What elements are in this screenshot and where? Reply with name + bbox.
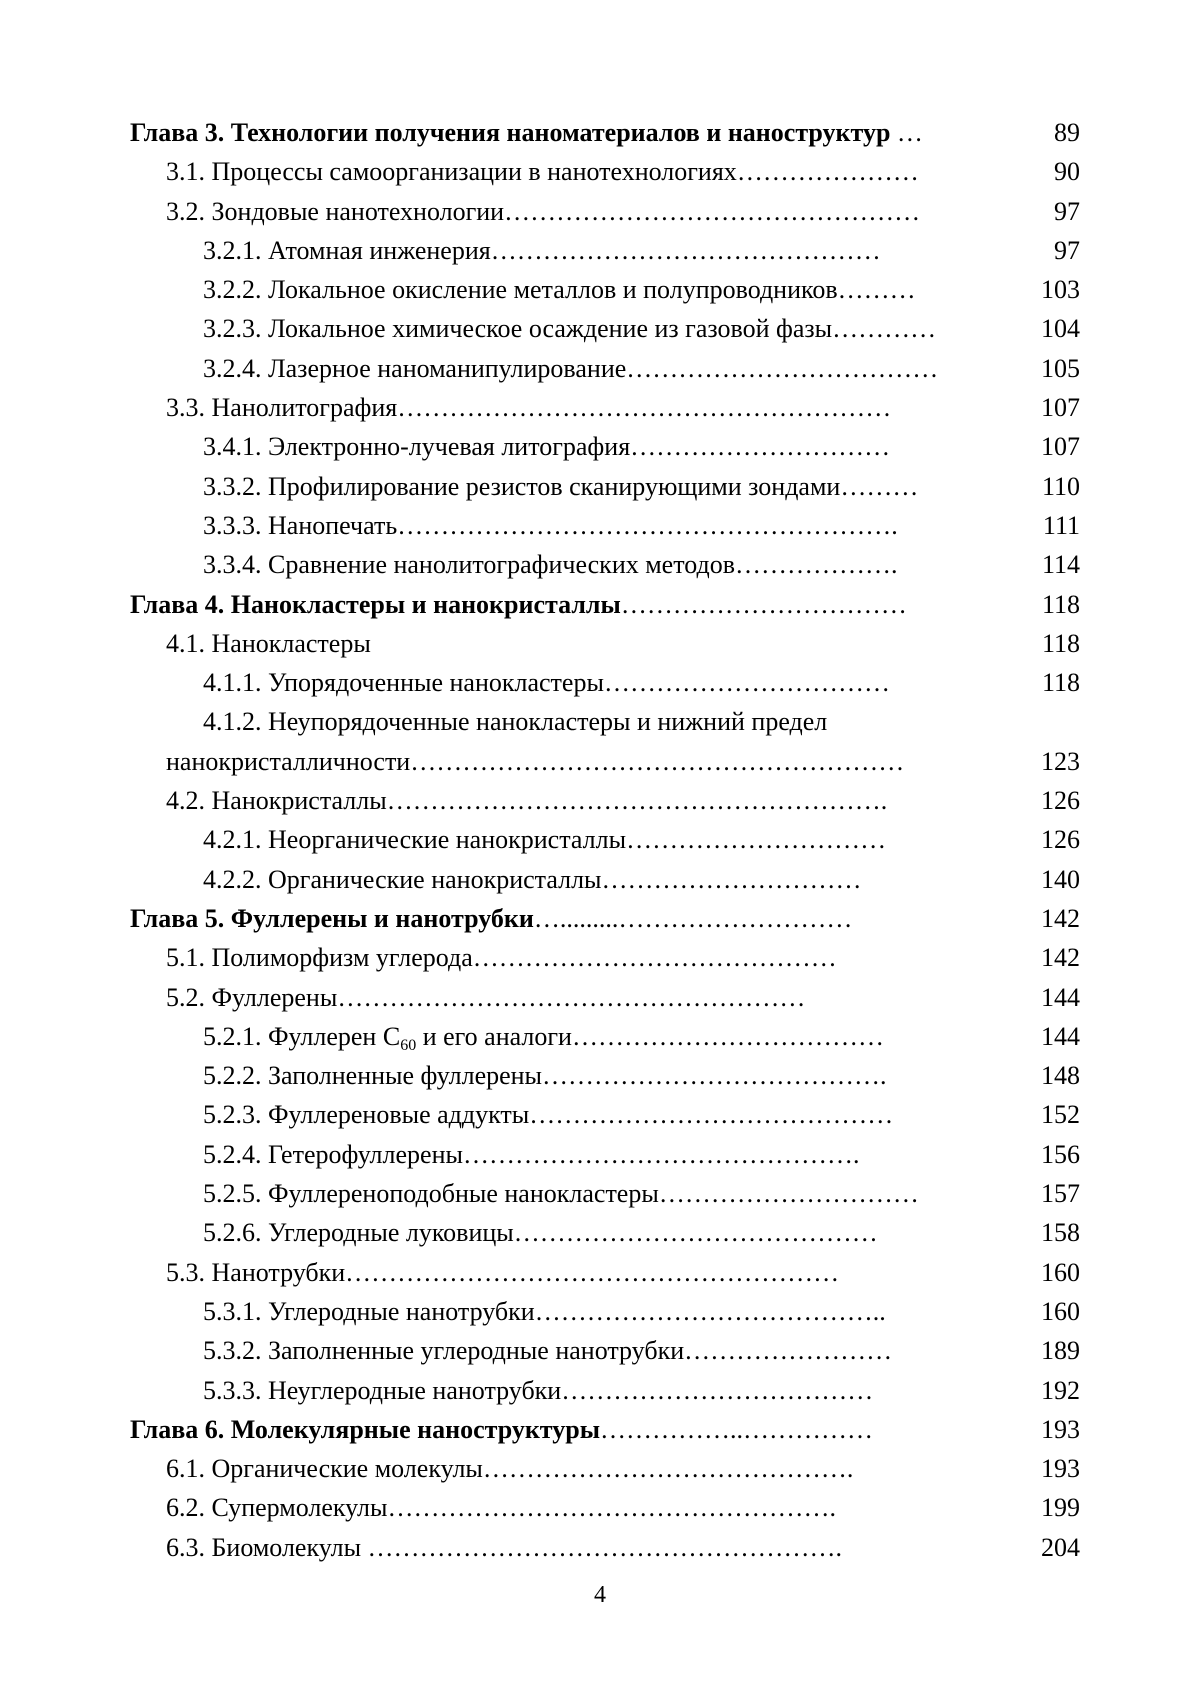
- toc-entry-title: 5.3.3. Неуглеродные нанотрубки: [203, 1375, 562, 1405]
- toc-entry-title: Глава 6. Молекулярные наноструктуры: [130, 1414, 600, 1444]
- toc-entry[interactable]: [130, 820, 1080, 859]
- toc-dot-leader: ……………………………………: [513, 1218, 878, 1248]
- toc-page-number: 118: [1041, 668, 1080, 698]
- toc-page-number: 114: [1041, 550, 1080, 580]
- toc-dot-leader: …………………………………………….: [387, 1493, 836, 1523]
- toc-chapter-entry[interactable]: [130, 585, 1080, 624]
- toc-entry-text: [203, 427, 1010, 466]
- toc-dot-leader: ………………………………………: [490, 235, 881, 265]
- toc-entry-text: [203, 1331, 1010, 1370]
- toc-entry-title: 5.1. Полиморфизм углерода: [166, 943, 473, 973]
- toc-dot-leader: ……………………………………: [529, 1100, 894, 1130]
- toc-page-number: 160: [1041, 1257, 1080, 1287]
- toc-entry[interactable]: [130, 152, 1080, 191]
- toc-entry[interactable]: [130, 270, 1080, 309]
- toc-entry-text: [166, 1488, 1010, 1527]
- toc-entry-text: [203, 1056, 1010, 1095]
- toc-dot-leader: …………………………………..: [534, 1296, 886, 1326]
- toc-page-number: 156: [1041, 1139, 1080, 1169]
- toc-entry[interactable]: [130, 742, 1080, 781]
- toc-entry-title: 5.3. Нанотрубки: [166, 1257, 346, 1287]
- toc-entry-text: [203, 231, 1010, 270]
- toc-entry-title: 6.2. Супермолекулы: [166, 1493, 388, 1523]
- toc-page-number: 90: [1054, 157, 1080, 187]
- toc-entry[interactable]: [130, 192, 1080, 231]
- toc-dot-leader: ……………………………: [603, 668, 890, 698]
- page-number: 4: [594, 1582, 606, 1608]
- toc-dot-leader: …………………………: [626, 825, 887, 855]
- toc-entry[interactable]: [130, 467, 1080, 506]
- toc-page-number: 192: [1041, 1375, 1080, 1405]
- toc-entry[interactable]: [130, 1528, 1080, 1567]
- toc-entry-text: [203, 349, 1010, 388]
- toc-entry[interactable]: [130, 978, 1080, 1017]
- toc-dot-leader: …………………………………………………: [345, 1257, 840, 1287]
- toc-dot-leader: ………………………………: [626, 353, 939, 383]
- toc-page-number: 199: [1041, 1493, 1080, 1523]
- toc-entry[interactable]: [130, 938, 1080, 977]
- toc-page-number: 104: [1041, 314, 1080, 344]
- toc-page-number: 193: [1041, 1414, 1080, 1444]
- toc-entry-text: [166, 978, 1010, 1017]
- toc-entry-title: 5.2.3. Фуллереновые аддукты: [203, 1100, 530, 1130]
- toc-entry-title: 5.3.1. Углеродные нанотрубки: [203, 1296, 535, 1326]
- toc-entry-title: 3.2.1. Атомная инженерия: [203, 235, 491, 265]
- toc-dot-leader: ……………….: [735, 550, 898, 580]
- toc-entry[interactable]: [130, 545, 1080, 584]
- toc-entry-title: 4.2.2. Органические нанокристаллы: [203, 864, 602, 894]
- toc-page-number: 110: [1041, 471, 1080, 501]
- toc-entry-title: 5.2.5. Фуллереноподобные нанокластеры: [203, 1179, 659, 1209]
- toc-page-number: 105: [1041, 353, 1080, 383]
- toc-entry-title: 6.1. Органические молекулы: [166, 1454, 483, 1484]
- toc-entry[interactable]: [130, 1056, 1080, 1095]
- toc-chapter-entry[interactable]: [130, 1410, 1080, 1449]
- toc-entry[interactable]: [130, 1095, 1080, 1134]
- toc-chapter-entry[interactable]: [130, 899, 1080, 938]
- toc-page-number: 89: [1054, 118, 1080, 147]
- toc-entry[interactable]: [130, 1213, 1080, 1252]
- toc-entry-title: 5.2.2. Заполненные фуллерены: [203, 1061, 543, 1091]
- toc-entry[interactable]: [130, 702, 1080, 741]
- toc-dot-leader: …………………………………….: [482, 1454, 854, 1484]
- toc-dot-leader: …………………………………………: [504, 196, 921, 226]
- toc-entry[interactable]: [130, 860, 1080, 899]
- toc-page-number: 97: [1054, 196, 1080, 226]
- toc-entry-title: 4.1. Нанокластеры: [166, 628, 371, 658]
- toc-page-number: 142: [1041, 943, 1080, 973]
- toc-entry-text: [203, 1174, 1010, 1213]
- toc-page-number: 103: [1041, 275, 1080, 305]
- toc-page-number: 152: [1041, 1100, 1080, 1130]
- toc-entry-title: нанокристалличности: [166, 746, 411, 776]
- toc-entry-title: 5.2.1. Фуллерен C: [203, 1021, 401, 1051]
- toc-entry-text: [203, 467, 1010, 506]
- toc-entry-title: 3.3. Нанолитография: [166, 393, 398, 423]
- toc-dot-leader: …………………………: [630, 432, 891, 462]
- toc-page-number: 189: [1041, 1336, 1080, 1366]
- toc-dot-leader: ………………………………: [571, 1021, 884, 1051]
- toc-entry[interactable]: [130, 1253, 1080, 1292]
- toc-entry-text: [203, 1292, 1010, 1331]
- toc-entry-text: [166, 781, 1010, 820]
- toc-entry-title: 4.1.1. Упорядоченные нанокластеры: [203, 668, 604, 698]
- toc-entry-title: Глава 5. Фуллерены и нанотрубки: [130, 903, 534, 933]
- toc-entry-text: [166, 1449, 1010, 1488]
- toc-entry-text: [130, 113, 1010, 152]
- toc-page-number: 158: [1041, 1218, 1080, 1248]
- toc-chapter-entry[interactable]: [130, 113, 1080, 152]
- toc-dot-leader: ………………………………….: [542, 1061, 887, 1091]
- table-of-contents: [130, 113, 1080, 1567]
- toc-entry-title: 5.2.6. Углеродные луковицы: [203, 1218, 514, 1248]
- toc-entry[interactable]: [130, 231, 1080, 270]
- toc-entry[interactable]: [130, 388, 1080, 427]
- toc-entry-title: 6.3. Биомолекулы: [166, 1532, 362, 1562]
- toc-page-number: 118: [1041, 628, 1080, 658]
- toc-entry-text: [203, 1017, 1010, 1056]
- toc-entry-title: 3.3.4. Сравнение нанолитографических методов: [203, 550, 735, 580]
- toc-page-number: 140: [1041, 864, 1080, 894]
- toc-page-number: 107: [1041, 432, 1080, 462]
- toc-entry-text: [166, 388, 1010, 427]
- toc-page-number: 144: [1041, 1021, 1080, 1051]
- toc-entry[interactable]: [130, 1292, 1080, 1331]
- toc-entry-title: 3.2.4. Лазерное наноманипулирование: [203, 353, 627, 383]
- toc-dot-leader: …………………………: [601, 864, 862, 894]
- toc-entry[interactable]: [130, 349, 1080, 388]
- toc-page-number: 148: [1041, 1061, 1080, 1091]
- toc-page-number: 193: [1041, 1454, 1080, 1484]
- toc-dot-leader: ….........………………………: [533, 903, 853, 933]
- toc-page-number: 97: [1054, 235, 1080, 265]
- toc-entry[interactable]: [130, 1135, 1080, 1174]
- toc-entry-text: [203, 545, 1010, 584]
- toc-entry-text: [166, 742, 1010, 781]
- toc-dot-leader: ……………………: [684, 1336, 893, 1366]
- toc-entry[interactable]: [130, 427, 1080, 466]
- toc-entry-text: [203, 663, 1010, 702]
- toc-entry-title: 3.2.2. Локальное окисление металлов и полупроводников: [203, 275, 838, 305]
- toc-page-number: 118: [1041, 589, 1080, 619]
- toc-dot-leader: …………………………: [658, 1179, 919, 1209]
- toc-dot-leader: ……………..……………: [600, 1414, 873, 1444]
- toc-dot-leader: …: [890, 118, 923, 147]
- toc-entry-text: [203, 860, 1010, 899]
- toc-dot-leader: …………………………………………………: [410, 746, 905, 776]
- toc-dot-leader: …………: [832, 314, 937, 344]
- toc-dot-leader: ……………………………………………….: [361, 1532, 843, 1562]
- toc-dot-leader: ………………………………………………: [337, 982, 806, 1012]
- toc-page-number: 126: [1041, 786, 1080, 816]
- toc-entry-text: [203, 820, 1010, 859]
- toc-entry[interactable]: [130, 781, 1080, 820]
- toc-entry-title: 3.3.2. Профилирование резистов сканирующими зондами: [203, 471, 841, 501]
- toc-entry-text: [166, 938, 1010, 977]
- toc-entry-title: 5.3.2. Заполненные углеродные нанотрубки: [203, 1336, 685, 1366]
- toc-entry[interactable]: [130, 506, 1080, 545]
- toc-entry-text: [203, 1371, 1010, 1410]
- toc-entry-title: 3.2. Зондовые нанотехнологии: [166, 196, 505, 226]
- toc-entry[interactable]: [130, 1449, 1080, 1488]
- toc-entry[interactable]: [130, 1331, 1080, 1370]
- toc-dot-leader: ……………………………………….: [462, 1139, 860, 1169]
- toc-entry-text: [203, 1213, 1010, 1252]
- toc-entry-text: [166, 1253, 1010, 1292]
- toc-dot-leader: ………………………………………………….: [386, 786, 888, 816]
- toc-page-number: 126: [1041, 825, 1080, 855]
- toc-dot-leader: ……………………………: [620, 589, 907, 619]
- toc-entry[interactable]: [130, 624, 1080, 663]
- toc-entry-title: Глава 4. Нанокластеры и нанокристаллы: [130, 589, 621, 619]
- toc-page-number: 144: [1041, 982, 1080, 1012]
- toc-entry-title: 3.4.1. Электронно-лучевая литография: [203, 432, 631, 462]
- toc-entry-title: 5.2. Фуллерены: [166, 982, 338, 1012]
- toc-entry-text: [203, 702, 1010, 741]
- toc-entry-text: [203, 506, 1010, 545]
- toc-entry[interactable]: [130, 1371, 1080, 1410]
- toc-entry-title: 4.2.1. Неорганические нанокристаллы: [203, 825, 627, 855]
- toc-entry-title: Глава 3. Технологии получения наноматериалов и наноструктур: [130, 118, 891, 147]
- toc-page-number: 157: [1041, 1179, 1080, 1209]
- toc-entry-text: [203, 270, 1010, 309]
- toc-dot-leader: ………………………………………………….: [397, 510, 898, 540]
- toc-dot-leader: …………………………………………………: [397, 393, 892, 423]
- toc-page-number: 204: [1041, 1532, 1080, 1562]
- toc-page-number: 142: [1041, 903, 1080, 933]
- toc-page-number: 123: [1041, 746, 1080, 776]
- toc-entry-text: [166, 1528, 1010, 1567]
- toc-dot-leader: ………………………………: [561, 1375, 874, 1405]
- toc-entry-text: [130, 899, 1010, 938]
- toc-entry-title: 4.1.2. Неупорядоченные нанокластеры и нижний предел: [203, 707, 828, 737]
- toc-dot-leader: ……………………………………: [472, 943, 837, 973]
- toc-entry-text: [166, 192, 1010, 231]
- toc-entry-title: 4.2. Нанокристаллы: [166, 786, 387, 816]
- toc-entry-title: 5.2.4. Гетерофуллерены: [203, 1139, 463, 1169]
- toc-dot-leader: ………: [837, 275, 916, 305]
- toc-entry[interactable]: [130, 1174, 1080, 1213]
- toc-entry[interactable]: [130, 1488, 1080, 1527]
- toc-entry-title-continued: и его аналоги: [416, 1021, 572, 1051]
- toc-entry-text: [130, 585, 1010, 624]
- toc-entry-title: 3.2.3. Локальное химическое осаждение из газовой фазы: [203, 314, 833, 344]
- toc-page-number: 111: [1042, 510, 1080, 540]
- toc-dot-leader: ………: [840, 471, 919, 501]
- toc-entry-subscript: 60: [400, 1036, 417, 1054]
- toc-entry-text: [166, 152, 1010, 191]
- toc-entry[interactable]: [130, 663, 1080, 702]
- toc-page-number: 160: [1041, 1296, 1080, 1326]
- toc-entry-text: [166, 624, 1010, 663]
- toc-entry-title: 3.1. Процессы самоорганизации в нанотехнологиях: [166, 157, 737, 187]
- toc-page-number: 107: [1041, 393, 1080, 423]
- toc-entry-text: [203, 309, 1010, 348]
- toc-entry[interactable]: [130, 309, 1080, 348]
- toc-entry[interactable]: [130, 1017, 1080, 1056]
- toc-entry-text: [130, 1410, 1010, 1449]
- toc-entry-text: [203, 1135, 1010, 1174]
- toc-dot-leader: …………………: [736, 157, 919, 187]
- toc-entry-text: [203, 1095, 1010, 1134]
- toc-entry-title: 3.3.3. Нанопечать: [203, 510, 398, 540]
